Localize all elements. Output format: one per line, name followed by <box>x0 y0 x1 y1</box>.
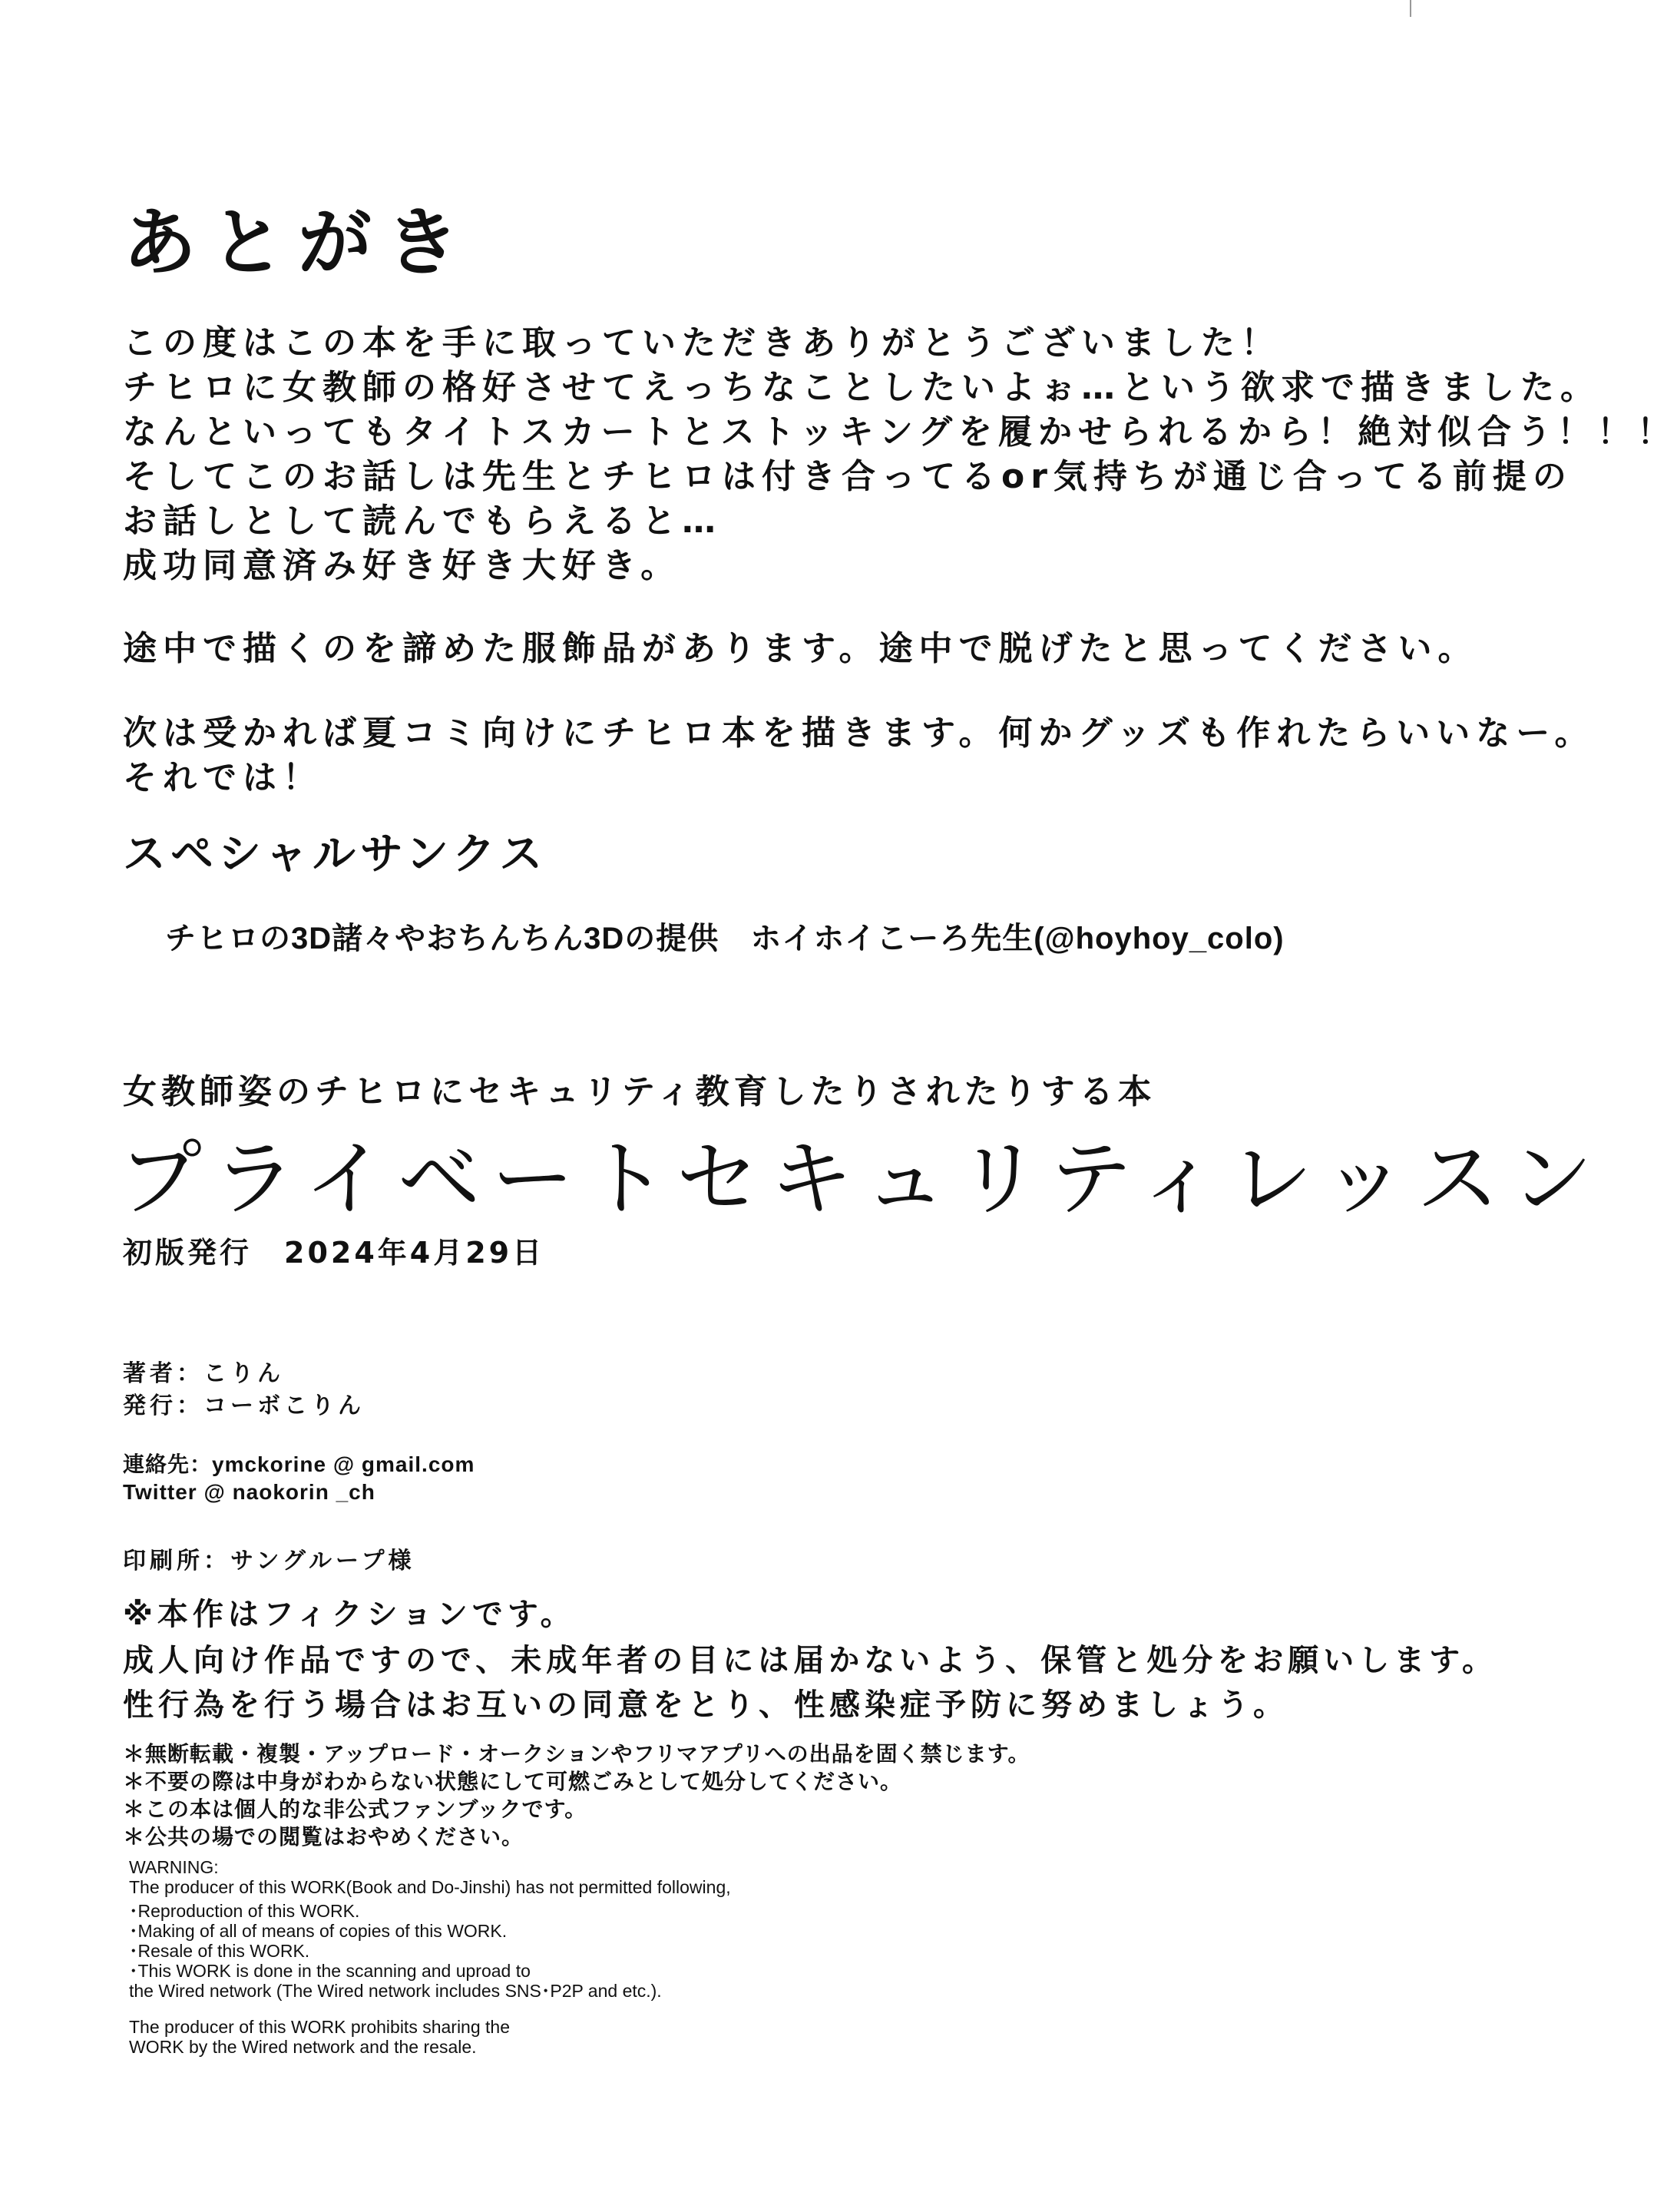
notice-line: ＊不要の際は中身がわからない状態にして可燃ごみとして処分してください。 <box>123 1770 903 1793</box>
notice-line: ＊公共の場での閲覧はおやめください。 <box>123 1825 524 1849</box>
afterword-line: 途中で描くのを諦めた服飾品があります。途中で脱げたと思ってください。 <box>123 629 1478 668</box>
adult-content-note: 成人向け作品ですので、未成年者の目には届かないよう、保管と処分をお願いします。 <box>123 1643 1497 1678</box>
notice-line: ＊無断転載・複製・アップロード・オークションやフリマアプリへの出品を固く禁じます。 <box>123 1742 1030 1766</box>
afterword-line: チヒロに女教師の格好させてえっちなことしたいよぉ…という欲求で描きました。 <box>123 368 1600 407</box>
fiction-note: ※本作はフィクションです。 <box>123 1597 576 1632</box>
scan-edge-mark <box>1410 0 1411 17</box>
contact-line: 連絡先：ymckorine @ gmail.com <box>123 1452 475 1476</box>
afterword-line: そしてこのお話しは先生とチヒロは付き合ってるor気持ちが通じ合ってる前提の <box>123 457 1573 496</box>
warning-line: ･This WORK is done in the scanning and uproad to <box>129 1961 531 1981</box>
afterword-line: この度はこの本を手に取っていただきありがとうございました！ <box>123 323 1281 363</box>
author-line: 著者：こりん <box>123 1360 284 1387</box>
afterword-line: お話しとして読んでもらえると… <box>123 502 722 541</box>
printer-line: 印刷所：サングループ様 <box>123 1548 415 1575</box>
warning-line: The producer of this WORK prohibits sharing the <box>129 2017 511 2037</box>
warning-line: ･Resale of this WORK. <box>129 1941 310 1961</box>
warning-line: ･Making of all of means of copies of this WORK. <box>129 1921 508 1941</box>
first-edition-date: 初版発行 2024年4月29日 <box>123 1236 545 1270</box>
afterword-title: あとがき <box>123 200 473 286</box>
warning-line: WORK by the Wired network and the resale. <box>129 2037 477 2057</box>
special-thanks-title: スペシャルサンクス <box>123 830 547 879</box>
afterword-line: それでは！ <box>123 758 322 797</box>
warning-line: ･Reproduction of this WORK. <box>129 1901 360 1921</box>
consent-note: 性行為を行う場合はお互いの同意をとり、性感染症予防に努めましょう。 <box>123 1687 1288 1723</box>
afterword-line: 次は受かれば夏コミ向けにチヒロ本を描きます。何かグッズも作れたらいいなー。 <box>123 714 1595 753</box>
twitter-line: Twitter @ naokorin _ch <box>123 1480 375 1504</box>
warning-line: the Wired network (The Wired network includes SNS･P2P and etc.). <box>129 1981 662 2001</box>
book-subtitle: 女教師姿のチヒロにセキュリティ教育したりされたりする本 <box>123 1072 1156 1111</box>
afterword-line: なんといってもタイトスカートとストッキングを履かせられるから！絶対似合う！！！ <box>123 412 1677 452</box>
warning-line: The producer of this WORK(Book and Do-Jinshi) has not permitted following, <box>129 1877 731 1897</box>
book-title: プライベートセキュリティレッスン <box>119 1131 1604 1227</box>
warning-heading: WARNING: <box>129 1857 219 1877</box>
special-thanks-credit: チヒロの3D諸々やおちんちん3Dの提供 ホイホイこーろ先生(@hoyhoy_colo) <box>165 922 1285 955</box>
afterword-line: 成功同意済み好き好き大好き。 <box>123 546 681 585</box>
notice-line: ＊この本は個人的な非公式ファンブックです。 <box>123 1797 587 1821</box>
publisher-line: 発行：コーボこりん <box>123 1392 365 1419</box>
